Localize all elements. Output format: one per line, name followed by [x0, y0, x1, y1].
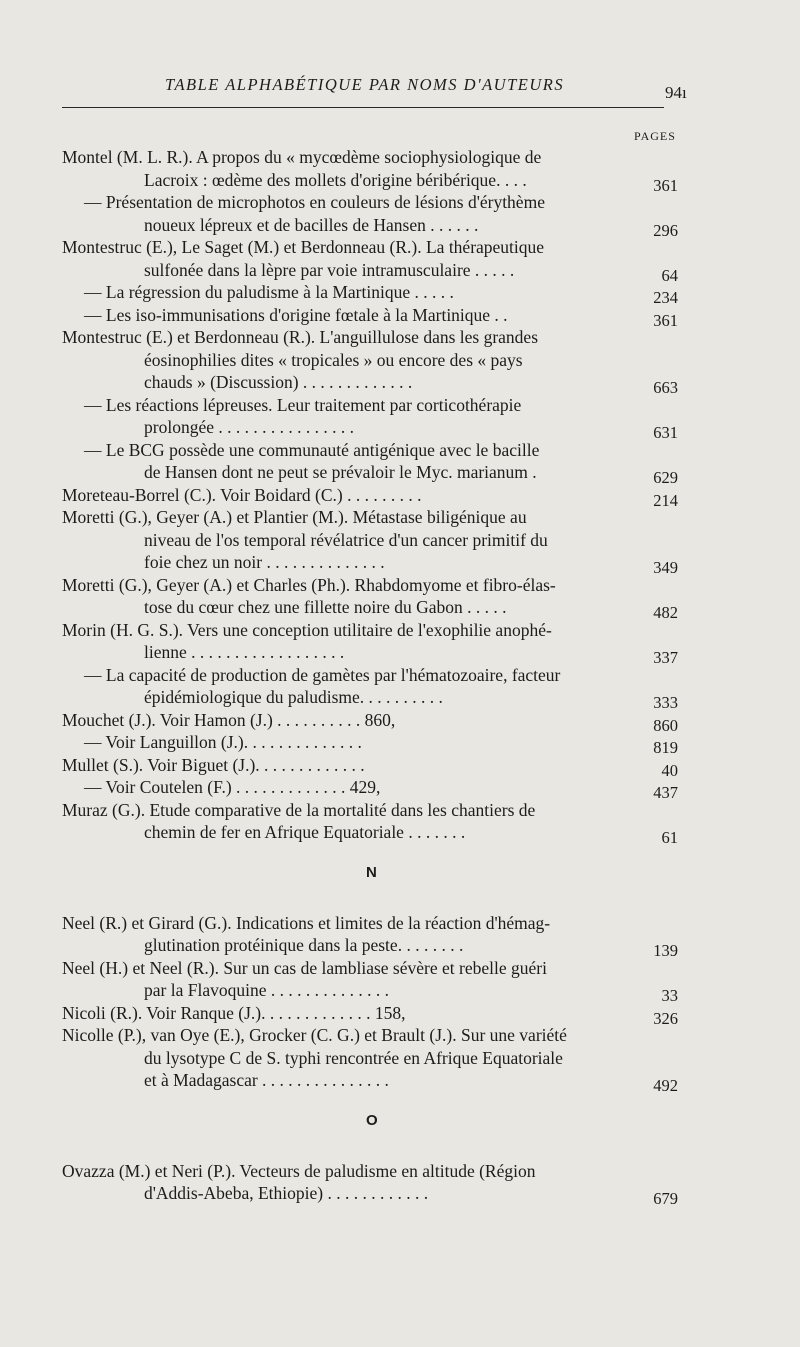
index-entry [62, 146, 678, 195]
entry-text: Nicoli (R.). Voir Ranque (J.). . . . . . . . . . . . . 158, [62, 1002, 406, 1023]
entry-first-line [62, 1160, 678, 1183]
entry-text: Mullet (S.). Voir Biguet (J.). . . . . . . . . . . . . [62, 754, 365, 775]
entry-first-line [62, 957, 678, 980]
entry-text: Nicolle (P.), van Oye (E.), Grocker (C. G.) et Brault (J.). Sur une variété [62, 1025, 567, 1045]
page-reference: 40 [661, 760, 678, 780]
entry-text: sulfonée dans la lèpre par voie intramusculaire . . . . . [144, 259, 515, 280]
entry-first-line [62, 619, 678, 642]
entry-text: chauds » (Discussion) . . . . . . . . . . . . . [144, 372, 413, 392]
entry-text: noueux lépreux et de bacilles de Hansen . . . . . . [144, 214, 479, 235]
entry-first-line [62, 709, 678, 735]
entry-continuation-line [62, 259, 678, 285]
entry-first-line [62, 484, 678, 510]
entry-continuation-line [62, 416, 678, 442]
entry-text: Moreteau-Borrel (C.). Voir Boidard (C.) . . . . . . . . . [62, 484, 422, 505]
header-rule [62, 107, 664, 108]
entry-text: Morin (H. G. S.). Vers une conception utilitaire de l'exophilie anophé- [62, 619, 552, 640]
entry-continuation-line [62, 1047, 678, 1070]
entry-first-line [62, 754, 678, 780]
entry-text: Montestruc (E.) et Berdonneau (R.). L'anguillulose dans les grandes [62, 327, 539, 347]
page-reference: 819 [653, 738, 678, 757]
page-reference: 361 [653, 175, 678, 195]
entry-first-line [62, 146, 678, 169]
section-letter-n [62, 844, 678, 912]
page-reference: 361 [653, 310, 678, 330]
index-entry [62, 506, 678, 577]
index-entry [62, 281, 678, 307]
index-entry [62, 957, 678, 1005]
index-entry [62, 484, 678, 510]
entry-first-line [62, 191, 678, 214]
entry-text: — Voir Coutelen (F.) . . . . . . . . . . . . . 429, [84, 777, 381, 797]
entry-first-line [62, 799, 678, 822]
entry-continuation-line [62, 371, 678, 397]
entry-text: éosinophilies dites « tropicales » ou encore des « pays [144, 349, 523, 370]
page-number: 94ı [665, 83, 687, 102]
entry-first-line [62, 326, 678, 349]
entry-text: Neel (R.) et Girard (G.). Indications et limites de la réaction d'hémag- [62, 912, 551, 933]
pages-column-label: PAGES [634, 129, 676, 143]
page-reference: 337 [653, 648, 678, 667]
entry-first-line [62, 439, 678, 462]
page-reference: 214 [653, 490, 678, 510]
entry-text: Montel (M. L. R.). A propos du « mycœdème sociophysiologique de [62, 147, 542, 167]
entry-continuation-line [62, 529, 678, 552]
index-entry [62, 236, 678, 285]
entry-text: Neel (H.) et Neel (R.). Sur un cas de lambliase sévère et rebelle guéri [62, 957, 547, 978]
entry-text: chemin de fer en Afrique Equatoriale . . . . . . . [144, 822, 466, 842]
entry-continuation-line [62, 461, 678, 487]
page-reference: 349 [653, 558, 678, 577]
page-reference: 139 [653, 941, 678, 960]
entry-text: — La régression du paludisme à la Martinique . . . . . [84, 282, 454, 302]
entry-text: Mouchet (J.). Voir Hamon (J.) . . . . . . . . . . 860, [62, 709, 396, 730]
page-reference: 437 [653, 783, 678, 802]
entry-continuation-line [62, 551, 678, 577]
page-reference: 64 [661, 265, 678, 285]
entry-text: — Le BCG possède une communauté antigénique avec le bacille [84, 439, 540, 460]
index-entry [62, 304, 678, 330]
page-reference: 679 [653, 1189, 678, 1208]
entry-text: glutination protéinique dans la peste. . . . . . . . [144, 935, 464, 955]
entry-continuation-line [62, 641, 678, 667]
entry-text: — Les iso-immunisations d'origine fœtale à la Martinique . . [84, 304, 508, 325]
entry-text: d'Addis-Abeba, Ethiopie) . . . . . . . . . . . . [144, 1183, 429, 1203]
index-entry [62, 619, 678, 667]
index-entry [62, 776, 678, 802]
page-reference: 326 [653, 1008, 678, 1028]
entry-text: Ovazza (M.) et Neri (P.). Vecteurs de paludisme en altitude (Région [62, 1160, 536, 1181]
index-entry [62, 709, 678, 735]
index-entry [62, 731, 678, 757]
index-entry [62, 191, 678, 240]
page-reference: 61 [661, 828, 678, 847]
entry-continuation-line [62, 349, 678, 372]
entry-first-line [62, 1024, 678, 1047]
entry-continuation-line [62, 1182, 678, 1208]
entry-text: Montestruc (E.), Le Saget (M.) et Berdonneau (R.). La thérapeutique [62, 237, 545, 257]
page-reference: 296 [653, 220, 678, 240]
entry-first-line [62, 776, 678, 802]
entry-text: et à Madagascar . . . . . . . . . . . . . . . [144, 1070, 389, 1090]
entry-continuation-line [62, 214, 678, 240]
section-letter: N [366, 863, 377, 881]
entry-continuation-line [62, 686, 678, 712]
page-reference: 492 [653, 1076, 678, 1095]
index-entry [62, 912, 678, 960]
entry-first-line [62, 912, 678, 935]
entry-text: — Présentation de microphotos en couleurs de lésions d'érythème [84, 192, 545, 212]
running-title: TABLE ALPHABÉTIQUE PAR NOMS D'AUTEURS [165, 75, 565, 94]
page-reference: 33 [661, 986, 678, 1005]
index-entry [62, 1024, 678, 1095]
page-reference: 860 [653, 715, 678, 735]
entry-continuation-line [62, 821, 678, 847]
entry-text: Moretti (G.), Geyer (A.) et Charles (Ph.). Rhabdomyome et fibro-élas- [62, 574, 556, 595]
entry-first-line [62, 1002, 678, 1028]
entry-text: épidémiologique du paludisme. . . . . . . . . . [144, 687, 443, 707]
entry-first-line [62, 506, 678, 529]
page-reference: 482 [653, 603, 678, 622]
index-entry [62, 1160, 678, 1208]
index-entry [62, 664, 678, 712]
entry-first-line [62, 281, 678, 307]
index-entry [62, 574, 678, 622]
entry-text: Muraz (G.). Etude comparative de la mortalité dans les chantiers de [62, 799, 536, 820]
entry-text: prolongée . . . . . . . . . . . . . . . . [144, 417, 354, 437]
entry-first-line [62, 304, 678, 330]
index-entry [62, 1002, 678, 1028]
entry-first-line [62, 394, 678, 417]
entry-continuation-line [62, 934, 678, 960]
entry-text: — Voir Languillon (J.). . . . . . . . . . . . . . [84, 732, 362, 752]
page-reference: 234 [653, 288, 678, 307]
author-index-list [62, 146, 678, 1208]
entry-continuation-line [62, 596, 678, 622]
page-reference: 631 [653, 423, 678, 442]
page-reference: 663 [653, 378, 678, 397]
section-letter: O [366, 1111, 378, 1129]
entry-continuation-line [62, 979, 678, 1005]
entry-first-line [62, 731, 678, 757]
index-entry [62, 439, 678, 487]
entry-text: — Les réactions lépreuses. Leur traitement par corticothérapie [84, 394, 522, 415]
entry-continuation-line [62, 169, 678, 195]
entry-text: du lysotype C de S. typhi rencontrée en Afrique Equatoriale [144, 1047, 563, 1068]
index-entry [62, 799, 678, 847]
entry-text: — La capacité de production de gamètes par l'hématozoaire, facteur [84, 664, 561, 685]
entry-text: niveau de l'os temporal révélatrice d'un cancer primitif du [144, 529, 548, 550]
entry-text: foie chez un noir . . . . . . . . . . . . . . [144, 552, 385, 572]
entry-text: Lacroix : œdème des mollets d'origine béribérique. . . . [144, 169, 527, 190]
entry-text: par la Flavoquine . . . . . . . . . . . . . . [144, 980, 389, 1000]
entry-text: lienne . . . . . . . . . . . . . . . . . . [144, 642, 345, 662]
index-entry [62, 394, 678, 442]
entry-text: de Hansen dont ne peut se prévaloir le Myc. marianum . [144, 462, 537, 482]
page-reference: 629 [653, 468, 678, 487]
index-entry [62, 754, 678, 780]
entry-first-line [62, 236, 678, 259]
section-letter-o [62, 1092, 678, 1160]
entry-continuation-line [62, 1069, 678, 1095]
entry-text: Moretti (G.), Geyer (A.) et Plantier (M.). Métastase biligénique au [62, 507, 527, 527]
index-entry [62, 326, 678, 397]
page-reference: 333 [653, 693, 678, 712]
entry-first-line [62, 664, 678, 687]
entry-first-line [62, 574, 678, 597]
entry-text: tose du cœur chez une fillette noire du Gabon . . . . . [144, 597, 507, 617]
